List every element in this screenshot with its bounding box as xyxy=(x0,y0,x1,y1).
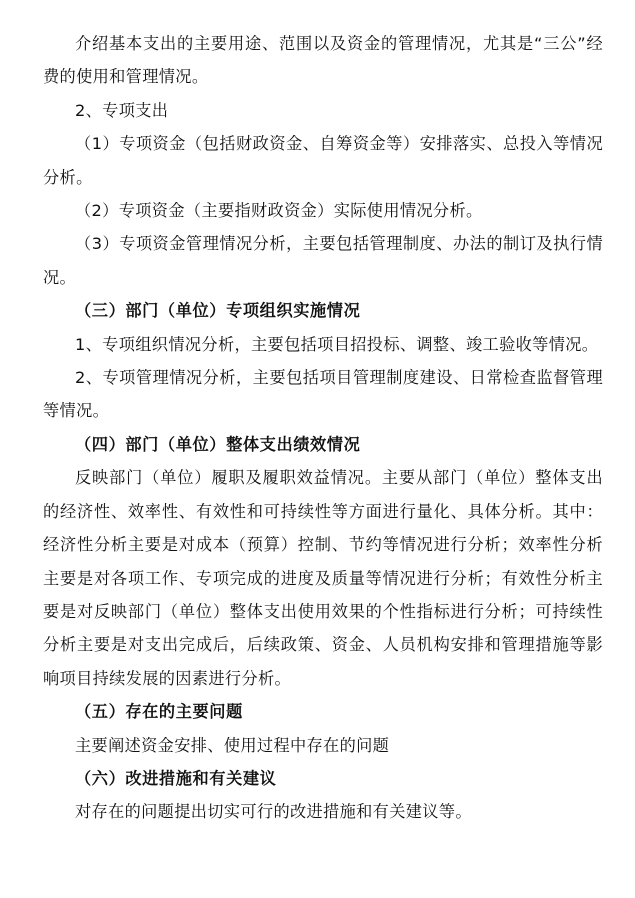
paragraph-improvement-suggestions: 对存在的问题提出切实可行的改进措施和有关建议等。 xyxy=(75,802,472,822)
paragraph-main-problems: 主要阐述资金安排、使用过程中存在的问题 xyxy=(75,735,390,755)
section-heading-6: （六）改进措施和有关建议 xyxy=(75,768,277,788)
paragraph-special-fund-usage: （2）专项资金（主要指财政资金）实际使用情况分析。 xyxy=(75,201,483,221)
paragraph-special-fund-management: （3）专项资金管理情况分析，主要包括管理制度、办法的制订及执行情况。 xyxy=(43,234,603,287)
section-heading-5: （五）存在的主要问题 xyxy=(75,702,243,722)
subheading-special-expenditure: 2、专项支出 xyxy=(75,100,169,120)
paragraph-overall-performance: 反映部门（单位）履职及履职效益情况。主要从部门（单位）整体支出的经济性、效率性、有效性和可持续性等方面进行量化、具体分析。其中：经济性分析主要是对成本（预算）控制、节约等情况进行分析；效率性分析主要是对各项工作、专项完成的进度及质量等情况进行分析；有效性分析主要是对反映部门（单位）整体支出使用效果的个性指标进行分析；可持续性分析主要是对支出完成后，后续政策、资金、人员机构安排和管理措施等影响项目持续发展的因素进行分析。 xyxy=(43,468,603,688)
paragraph-project-management: 2、专项管理情况分析，主要包括项目管理制度建设、日常检查监督管理等情况。 xyxy=(43,368,603,421)
section-heading-4: （四）部门（单位）整体支出绩效情况 xyxy=(75,434,361,454)
paragraph-project-organization: 1、专项组织情况分析，主要包括项目招投标、调整、竣工验收等情况。 xyxy=(75,334,599,354)
paragraph-special-fund-arrangement: （1）专项资金（包括财政资金、自筹资金等）安排落实、总投入等情况分析。 xyxy=(43,134,603,187)
document-body xyxy=(43,27,603,829)
paragraph-basic-expenditure-intro: 介绍基本支出的主要用途、范围以及资金的管理情况，尤其是“三公”经费的使用和管理情况。 xyxy=(43,34,603,87)
section-heading-3: （三）部门（单位）专项组织实施情况 xyxy=(75,301,361,321)
